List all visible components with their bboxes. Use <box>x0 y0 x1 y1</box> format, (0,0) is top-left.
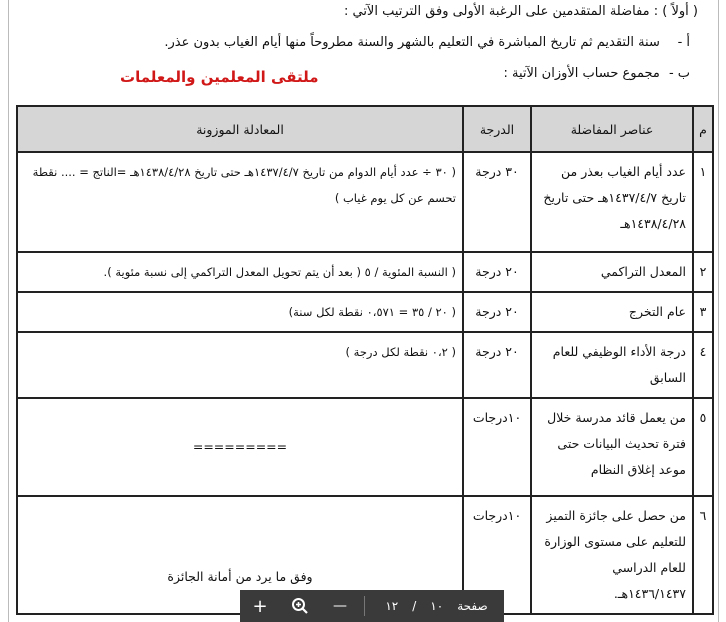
page-label: صفحة <box>457 599 488 613</box>
page-separator: / <box>412 599 417 613</box>
row-element: من حصل على جائزة التميز للتعليم على مستوى الوزارة للعام الدراسي ١٤٣٦/١٤٣٧هـ. <box>531 496 693 614</box>
row-equation: ( ٠،٢ نقطة لكل درجة ) <box>17 332 463 398</box>
row-element: من يعمل قائد مدرسة خلال فترة تحديث البيانات حتى موعد إغلاق النظام <box>531 398 693 496</box>
zoom-out-button[interactable] <box>320 590 360 622</box>
weights-table <box>16 105 714 615</box>
row-degree: ١٠درجات <box>463 496 531 614</box>
item-a-text: سنة التقديم ثم تاريخ المباشرة في التعليم بالشهر والسنة مطروحاً منها أيام الغياب بدون عذر. <box>164 35 660 50</box>
row-equation: ( ٢٠ / ٣٥ = ٠،٥٧١ نقطة لكل سنة) <box>17 292 463 332</box>
row-num: ٣ <box>693 292 713 332</box>
row-equation: وفق ما يرد من أمانة الجائزة <box>17 496 463 614</box>
page-indicator <box>369 599 504 613</box>
row-num: ٥ <box>693 398 713 496</box>
row-num: ١ <box>693 152 713 252</box>
item-b-text: مجموع حساب الأوزان الآتية : <box>503 66 660 81</box>
page-edge-left <box>8 0 9 622</box>
zoom-reset-button[interactable] <box>280 590 320 622</box>
item-a <box>164 35 690 50</box>
table-row <box>17 152 713 252</box>
toolbar-divider <box>364 596 365 616</box>
page-edge-right <box>718 0 719 622</box>
row-element: عدد أيام الغياب بعذر من تاريخ ١٤٣٧/٤/٧هـ حتى تاريخ ١٤٣٨/٤/٢٨هـ <box>531 152 693 252</box>
table-header-row <box>17 106 713 152</box>
zoom-in-button[interactable] <box>240 590 280 622</box>
row-degree: ٢٠ درجة <box>463 332 531 398</box>
header-equation: المعادلة الموزونة <box>17 106 463 152</box>
table-row <box>17 332 713 398</box>
total-pages: ١٢ <box>385 599 399 613</box>
magnifier-plus-icon <box>291 597 309 615</box>
plus-icon: + <box>252 595 268 617</box>
row-equation: ========= <box>17 398 463 496</box>
current-page-input[interactable]: ١٠ <box>430 599 444 613</box>
row-element: المعدل التراكمي <box>531 252 693 292</box>
row-degree: ٢٠ درجة <box>463 252 531 292</box>
row-equation: ( ٣٠ ÷ عدد أيام الدوام من تاريخ ١٤٣٧/٤/٧هـ حتى تاريخ ١٤٣٨/٤/٢٨هـ =الناتج = .... نقطة تحسم عن كل يوم غياب ) <box>17 152 463 252</box>
header-element: عناصر المفاضلة <box>531 106 693 152</box>
row-degree: ٣٠ درجة <box>463 152 531 252</box>
item-b <box>503 66 690 81</box>
table-row <box>17 252 713 292</box>
row-num: ٦ <box>693 496 713 614</box>
item-a-label: أ - <box>677 35 690 50</box>
header-degree: الدرجة <box>463 106 531 152</box>
table-row <box>17 398 713 496</box>
intro-text: ( أولاً ) : مفاضلة المتقدمين على الرغبة الأولى وفق الترتيب الآتي : <box>343 4 698 19</box>
pdf-viewer-toolbar <box>240 590 504 622</box>
row-num: ٢ <box>693 252 713 292</box>
row-num: ٤ <box>693 332 713 398</box>
item-b-label: ب - <box>668 66 690 81</box>
row-degree: ٢٠ درجة <box>463 292 531 332</box>
row-element: درجة الأداء الوظيفي للعام السابق <box>531 332 693 398</box>
row-equation: ( النسبة المئوية / ٥ ( بعد أن يتم تحويل المعدل التراكمي إلى نسبة مئوية ). <box>17 252 463 292</box>
table-row <box>17 292 713 332</box>
row-degree: ١٠درجات <box>463 398 531 496</box>
minus-icon: — <box>333 598 347 614</box>
watermark-text: ملتقى المعلمين والمعلمات <box>120 68 319 86</box>
row-element: عام التخرج <box>531 292 693 332</box>
header-num: م <box>693 106 713 152</box>
